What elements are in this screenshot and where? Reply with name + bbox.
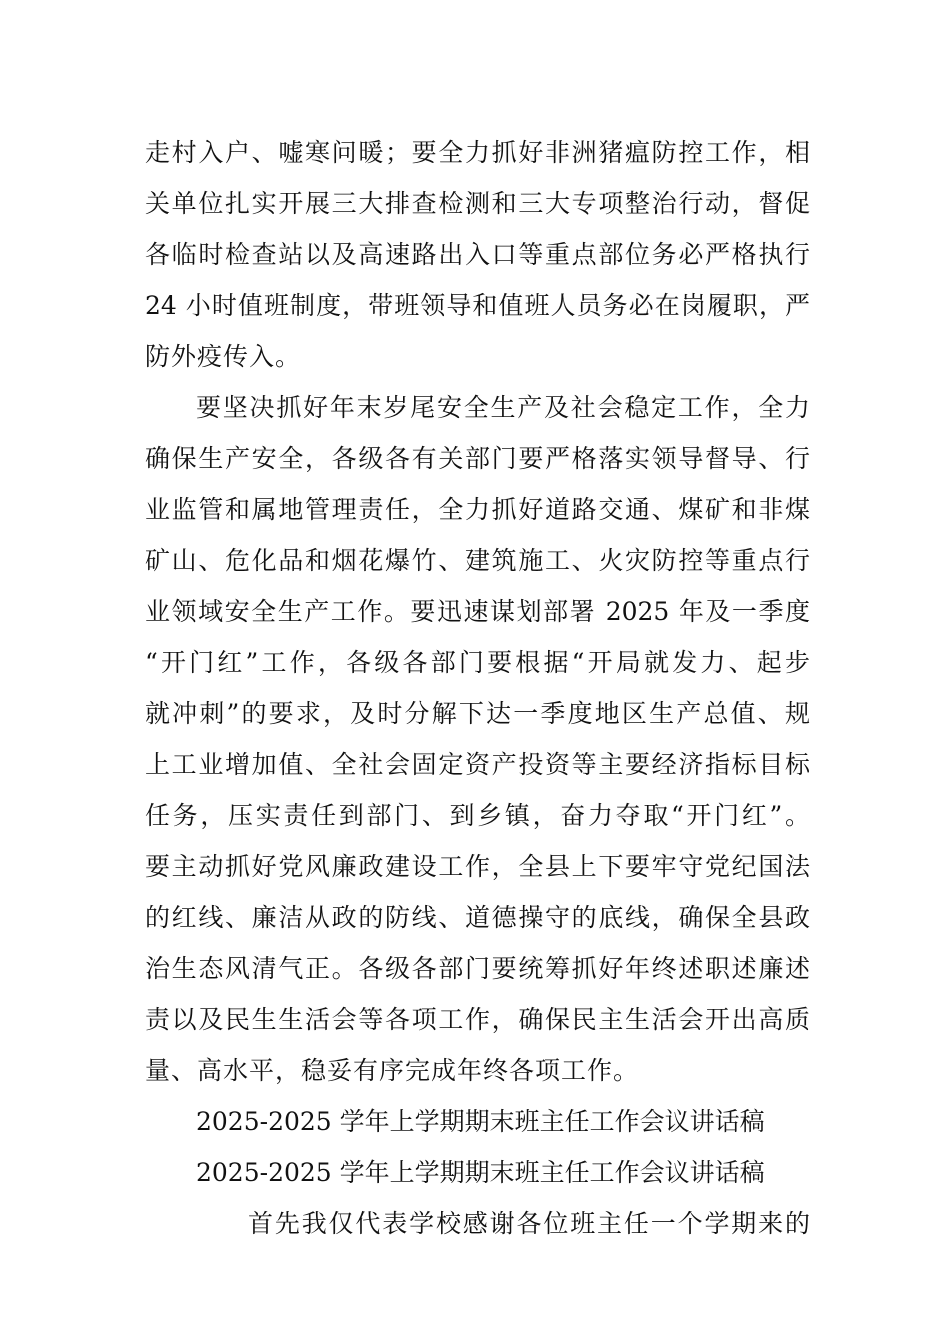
text-line: 各临时检查站以及高速路出入口等重点部位务必严格执行 bbox=[145, 240, 810, 269]
paragraph-first-line: 要坚决抓好年末岁尾安全生产及社会稳定工作，全力 bbox=[196, 393, 810, 422]
text-line: 24 小时值班制度，带班领导和值班人员务必在岗履职，严 bbox=[145, 291, 810, 320]
section-title: 2025-2025 学年上学期期末班主任工作会议讲话稿 bbox=[196, 1107, 765, 1136]
text-line: 治生态风清气正。各级各部门要统筹抓好年终述职述廉述 bbox=[145, 954, 810, 983]
text-line: 就冲刺”的要求，及时分解下达一季度地区生产总值、规 bbox=[145, 699, 810, 728]
text-line: 关单位扎实开展三大排查检测和三大专项整治行动，督促 bbox=[145, 189, 810, 218]
text-line: 确保生产安全，各级各有关部门要严格落实领导督导、行 bbox=[145, 444, 810, 473]
text-line: 量、高水平，稳妥有序完成年终各项工作。 bbox=[145, 1056, 640, 1085]
text-line: 矿山、危化品和烟花爆竹、建筑施工、火灾防控等重点行 bbox=[145, 546, 810, 575]
text-line: “开门红”工作，各级各部门要根据“开局就发力、起步 bbox=[145, 648, 810, 677]
text-line: 上工业增加值、全社会固定资产投资等主要经济指标目标 bbox=[145, 750, 810, 779]
text-line: 责以及民生生活会等各项工作，确保民主生活会开出高质 bbox=[145, 1005, 810, 1034]
paragraph-first-line: 首先我仅代表学校感谢各位班主任一个学期来的 bbox=[248, 1209, 810, 1238]
text-line: 的红线、廉洁从政的防线、道德操守的底线，确保全县政 bbox=[145, 903, 810, 932]
text-line: 走村入户、嘘寒问暖；要全力抓好非洲猪瘟防控工作，相 bbox=[145, 138, 810, 167]
text-line: 业监管和属地管理责任，全力抓好道路交通、煤矿和非煤 bbox=[145, 495, 810, 524]
text-line: 业领域安全生产工作。要迅速谋划部署 2025 年及一季度 bbox=[145, 597, 810, 626]
text-line: 任务，压实责任到部门、到乡镇，奋力夺取“开门红”。 bbox=[145, 801, 810, 830]
text-line: 防外疫传入。 bbox=[145, 342, 302, 371]
section-title: 2025-2025 学年上学期期末班主任工作会议讲话稿 bbox=[196, 1158, 765, 1187]
text-line: 要主动抓好党风廉政建设工作，全县上下要牢守党纪国法 bbox=[145, 852, 810, 881]
